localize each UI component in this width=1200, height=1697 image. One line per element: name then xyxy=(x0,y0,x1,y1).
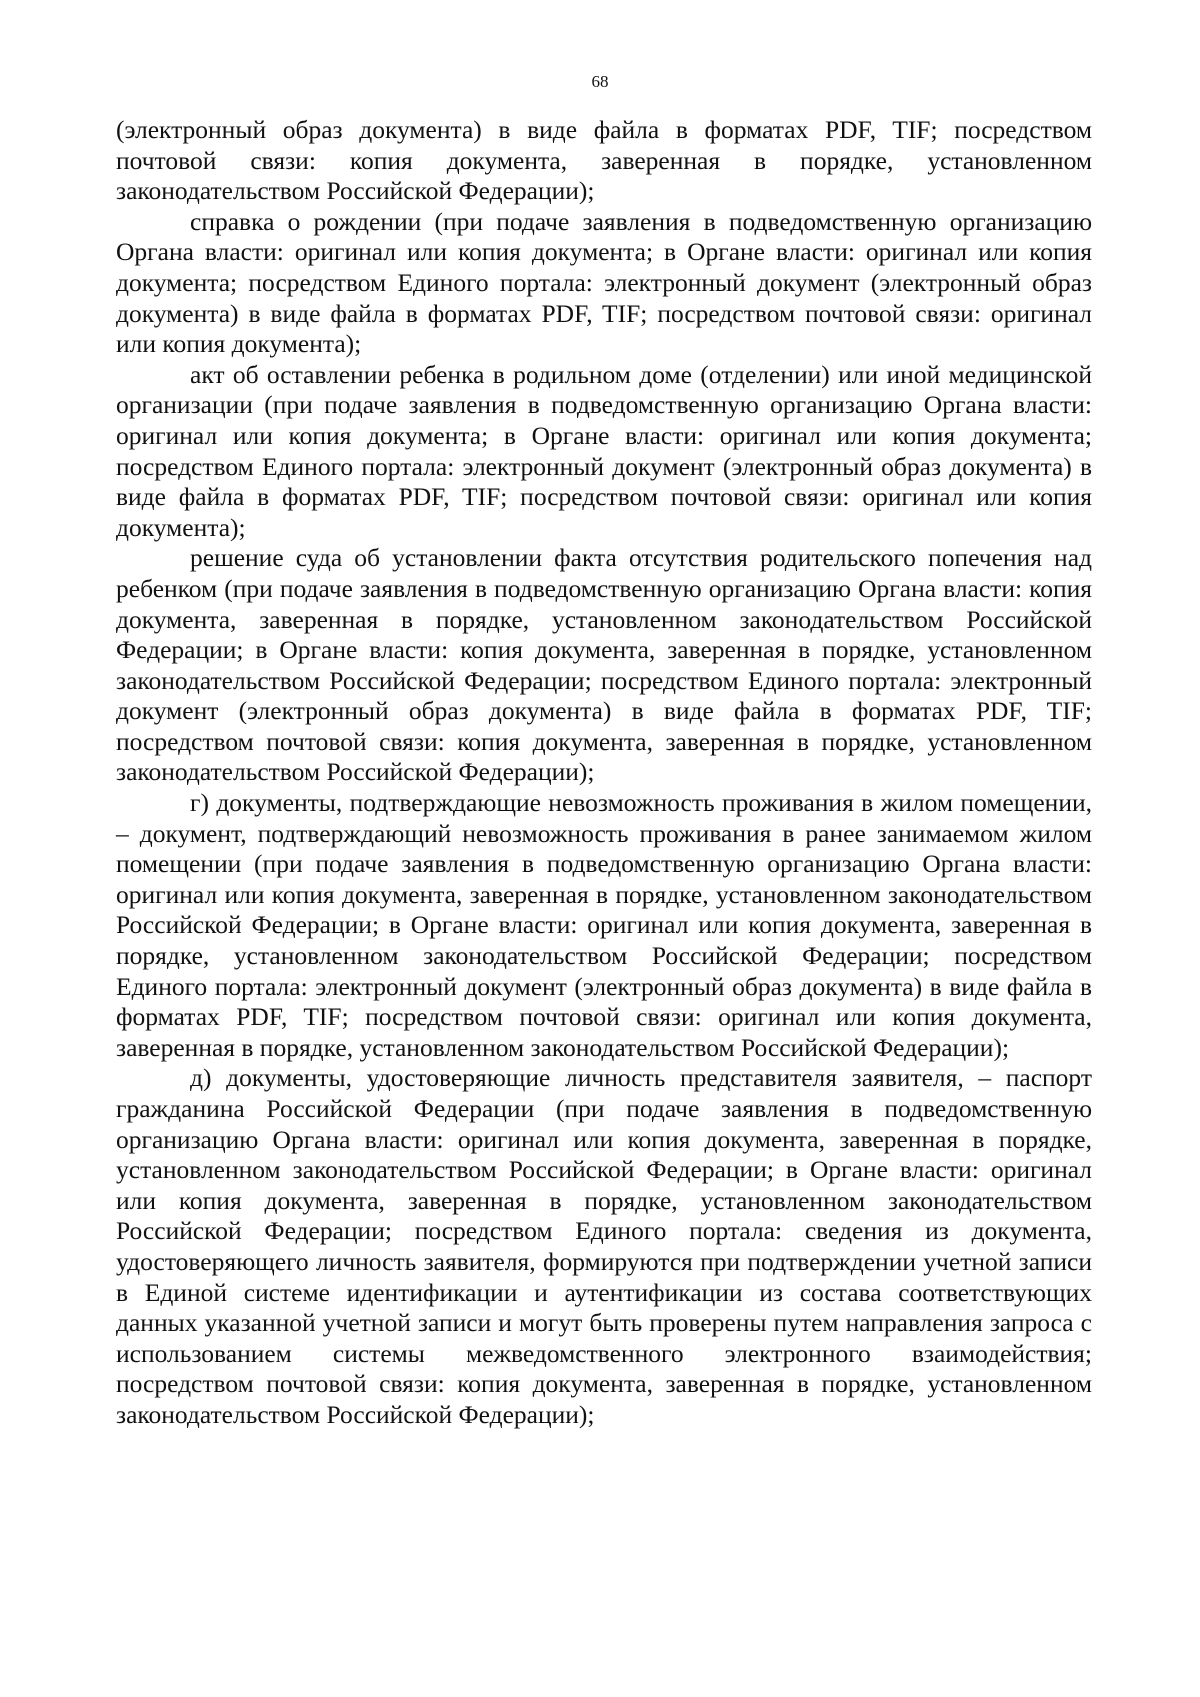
paragraph-item-d: д) документы, удостоверяющие личность представителя заявителя, – паспорт гражданина Российской Федерации (при подаче заявления в подведомственную организацию Органа власти: оригинал или копия документа, заверенная в порядке, установленном законодательством Российской Федерации; в Органе власти: оригинал или копия документа, заверенная в порядке, установленном законодательством Российской Федерации; посредством Единого портала: сведения из документа, удостоверяющего личность заявителя, формируются при подтверждении учетной записи в Единой системе идентификации и аутентификации из состава соответствующих данных указанной учетной записи и могут быть проверены путем направления запроса с использованием системы межведомственного электронного взаимодействия; посредством почтовой связи: копия документа, заверенная в порядке, установленном законодательством Российской Федерации); xyxy=(116,1063,1092,1429)
paragraph-continuation: (электронный образ документа) в виде файла в форматах PDF, TIF; посредством почтовой связи: копия документа, заверенная в порядке, установленном законодательством Российской Федерации); xyxy=(116,115,1092,206)
page-number: 68 xyxy=(591,72,609,91)
paragraph-court-decision: решение суда об установлении факта отсутствия родительского попечения над ребенком (при подаче заявления в подведомственную организацию Органа власти: копия документа, заверенная в порядке, установленном законодательством Российской Федерации; в Органе власти: копия документа, заверенная в порядке, установленном законодательством Российской Федерации; посредством Единого портала: электронный документ (электронный образ документа) в виде файла в форматах PDF, TIF; посредством почтовой связи: копия документа, заверенная в порядке, установленном законодательством Российской Федерации); xyxy=(116,543,1092,787)
paragraph-abandonment-act: акт об оставлении ребенка в родильном доме (отделении) или иной медицинской организации (при подаче заявления в подведомственную организацию Органа власти: оригинал или копия документа; в Органе власти: оригинал или копия документа; посредством Единого портала: электронный документ (электронный образ документа) в виде файла в форматах PDF, TIF; посредством почтовой связи: оригинал или копия документа); xyxy=(116,359,1092,542)
paragraph-item-g: г) документы, подтверждающие невозможность проживания в жилом помещении, – документ, подтверждающий невозможность проживания в ранее занимаемом жилом помещении (при подаче заявления в подведомственную организацию Органа власти: оригинал или копия документа, заверенная в порядке, установленном законодательством Российской Федерации; в Органе власти: оригинал или копия документа, заверенная в порядке, установленном законодательством Российской Федерации; посредством Единого портала: электронный документ (электронный образ документа) в виде файла в форматах PDF, TIF; посредством почтовой связи: оригинал или копия документа, заверенная в порядке, установленном законодательством Российской Федерации); xyxy=(116,788,1092,1062)
document-body xyxy=(116,115,1092,1431)
paragraph-birth-certificate: справка о рождении (при подаче заявления в подведомственную организацию Органа власти: оригинал или копия документа; в Органе власти: оригинал или копия документа; посредством Единого портала: электронный документ (электронный образ документа) в виде файла в форматах PDF, TIF; посредством почтовой связи: оригинал или копия документа); xyxy=(116,206,1092,359)
